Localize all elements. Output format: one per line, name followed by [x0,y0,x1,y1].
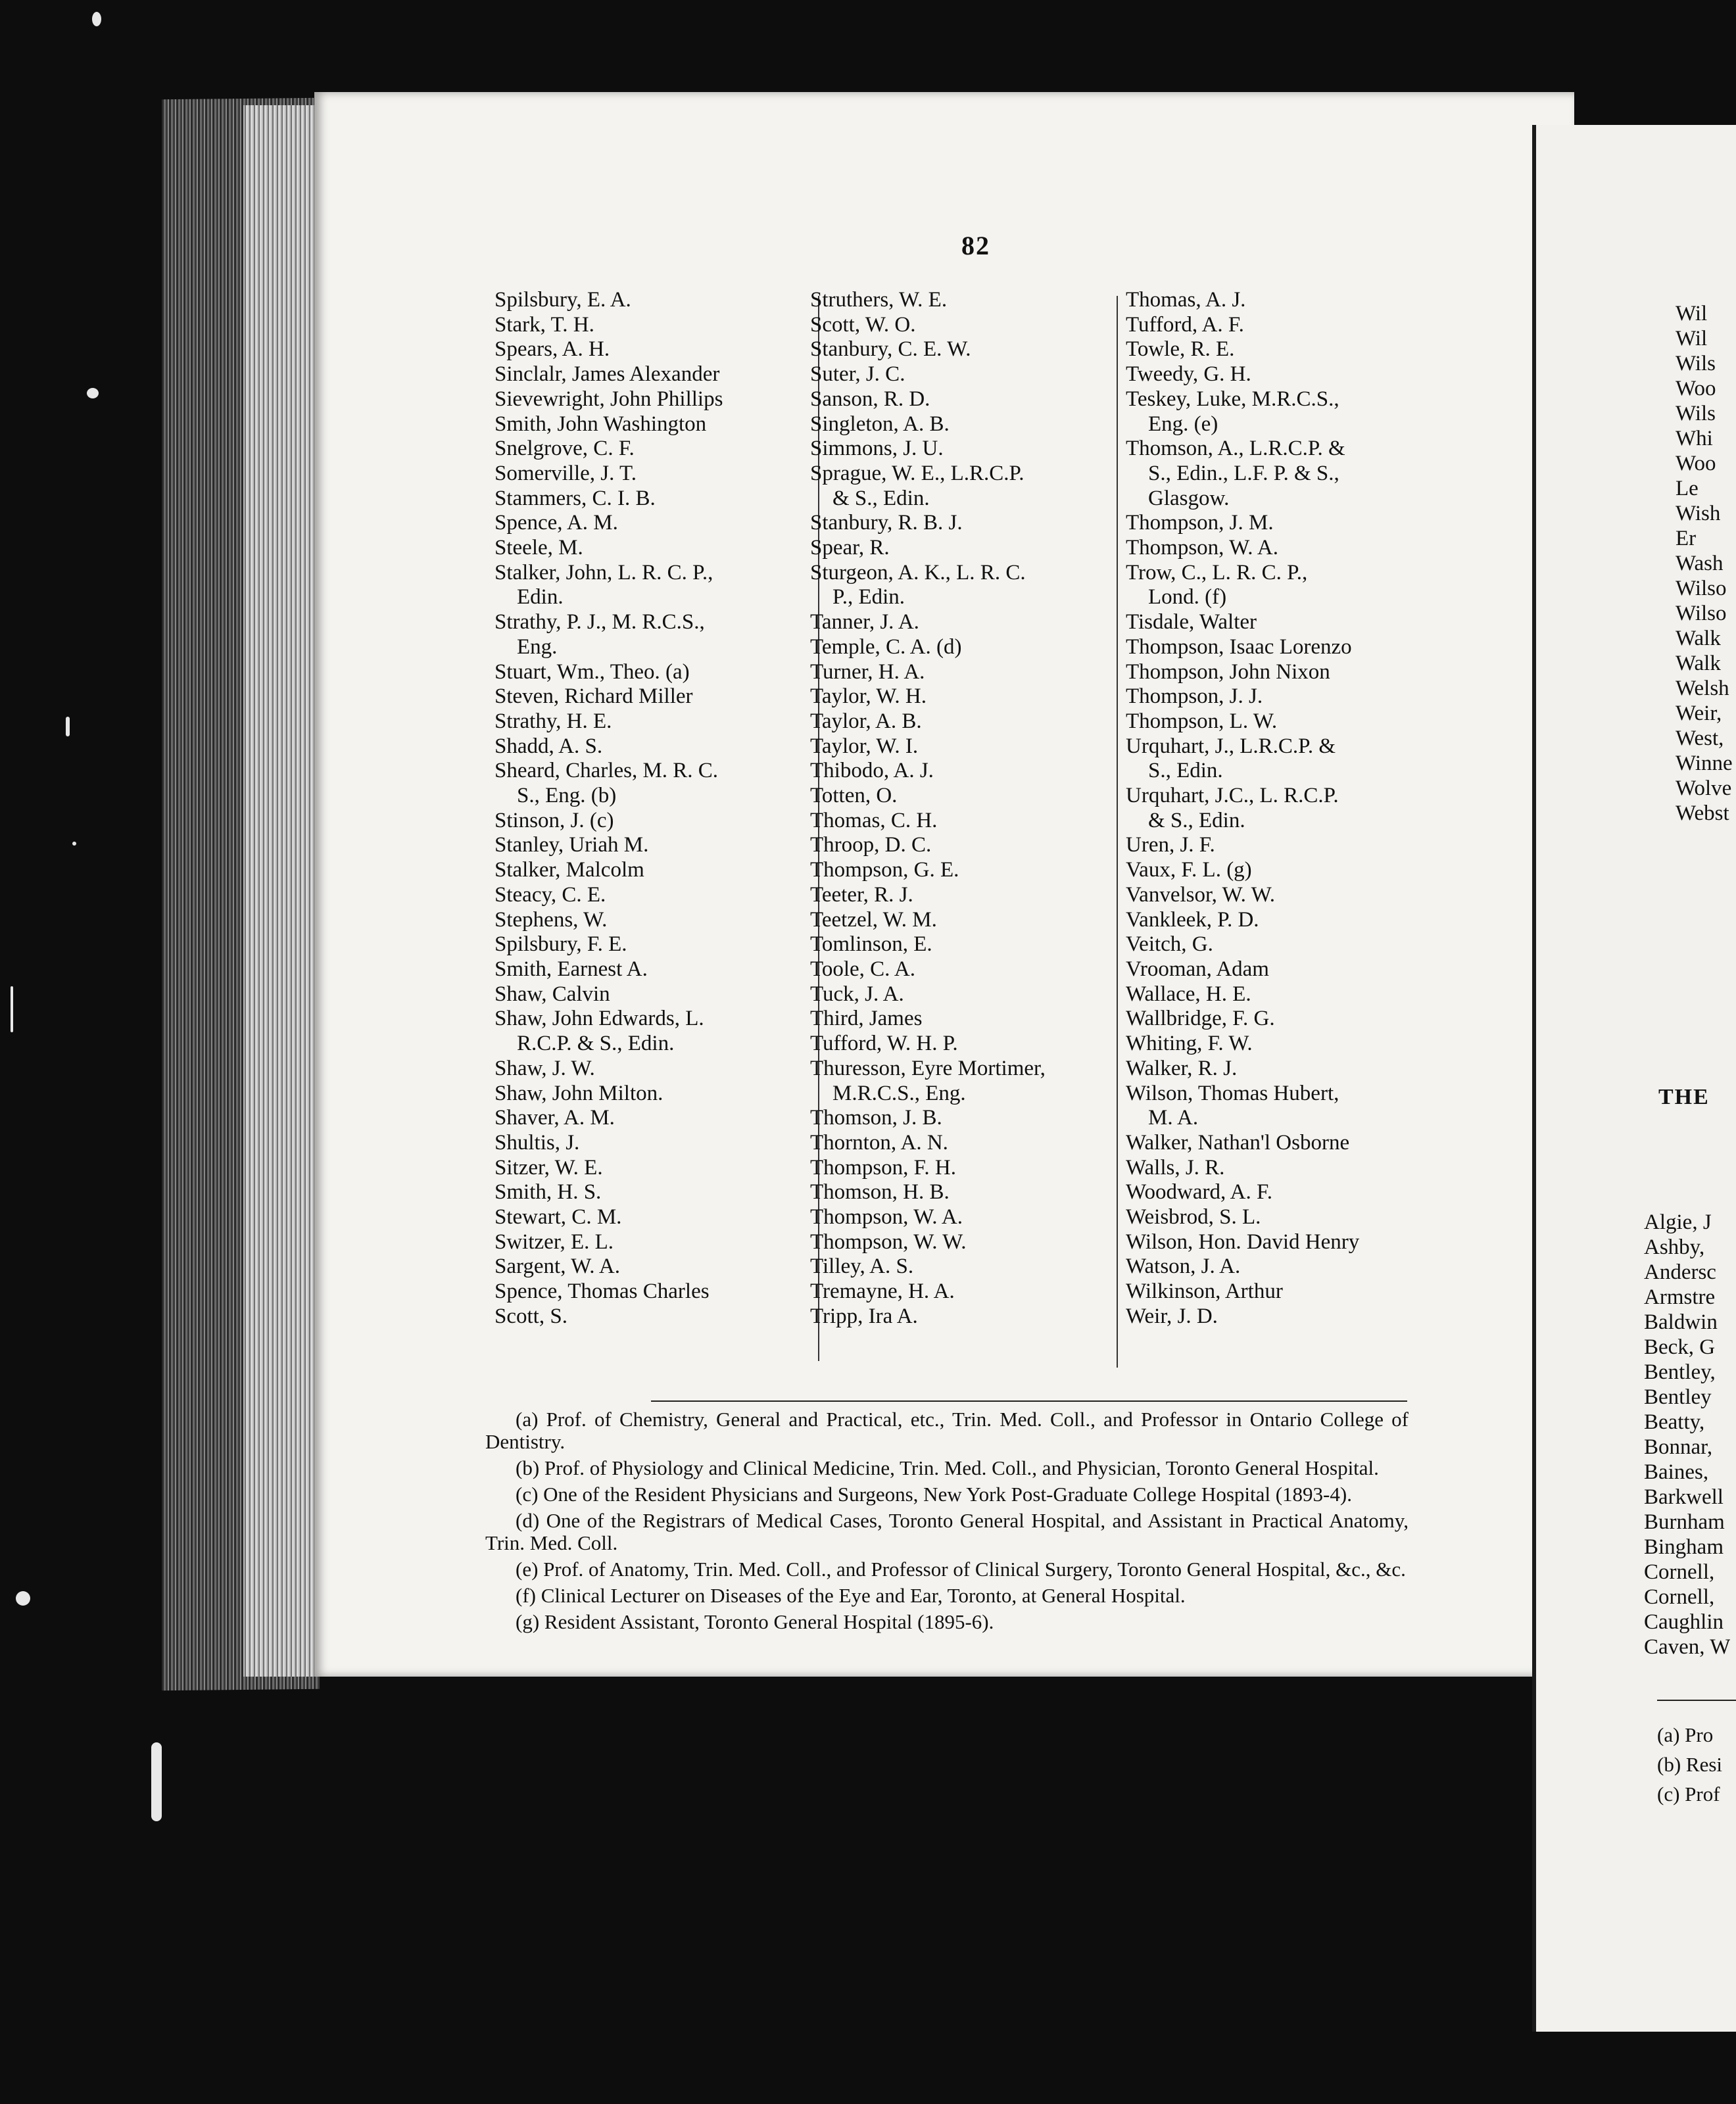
name-entry: Shadd, A. S. [494,734,603,758]
name-entry: Thompson, Isaac Lorenzo [1126,634,1352,659]
facing-page-footnotes [1657,1720,1722,1809]
facing-page-line: Welsh [1676,677,1729,700]
name-entry: S., Eng. (b) [517,784,617,808]
name-entry: Lond. (f) [1148,585,1227,610]
name-entry: Thornton, A. N. [810,1130,948,1155]
facing-page-line: Baines, [1644,1460,1709,1484]
name-entry: Vrooman, Adam [1126,957,1269,981]
name-entry: Sturgeon, A. K., L. R. C. [810,560,1026,585]
name-entry: Weisbrod, S. L. [1126,1205,1261,1230]
name-entry: Veitch, G. [1126,932,1213,957]
name-entry: Temple, C. A. (d) [810,634,962,659]
name-entry: Tufford, W. H. P. [810,1032,958,1056]
name-entry: Third, James [810,1007,923,1031]
scan-speck [16,1591,30,1606]
name-entry: Thompson, W. W. [810,1230,967,1254]
name-entry: & S., Edin. [832,486,930,510]
column-divider-2 [1117,296,1118,1368]
name-entry: Watson, J. A. [1126,1255,1241,1279]
footnote: (d) One of the Registrars of Medical Cases, Toronto General Hospital, and Assistant in Practical Anatomy, Trin. Med. Coll. [485,1509,1409,1554]
footnote: (c) One of the Resident Physicians and Surgeons, New York Post-Graduate College Hospital (1893-4). [516,1483,1352,1506]
name-entry: Teeter, R. J. [810,882,913,907]
name-entry: Stuart, Wm., Theo. (a) [494,659,690,684]
name-entry: Shaw, John Milton. [494,1081,663,1105]
name-entry: Stalker, John, L. R. C. P., [494,560,713,585]
name-entry: M.R.C.S., Eng. [832,1081,966,1105]
facing-page-line: Weir, [1676,702,1722,725]
footnotes [485,1408,1409,1637]
facing-page-line: Wils [1676,352,1716,375]
name-entry: Thomas, A. J. [1126,288,1246,312]
facing-page-line: Wish [1676,502,1721,525]
name-entry: Sanson, R. D. [810,387,930,411]
footnote: (a) Prof. of Chemistry, General and Practical, etc., Trin. Med. Coll., and Professor in Ontario College of Dentistry. [485,1408,1409,1453]
facing-page-list-bottom [1644,1210,1730,1660]
facing-page-line: West, [1676,727,1724,750]
name-entry: S., Edin. [1148,759,1223,783]
facing-page-line: Beatty, [1644,1410,1705,1434]
facing-page-line: Wolve [1676,777,1732,800]
facing-page-line: Woo [1676,377,1716,400]
facing-page-line: Walk [1676,652,1721,675]
scan-speck [92,12,101,26]
facing-page-line: Ashby, [1644,1235,1705,1259]
facing-page-line: Armstre [1644,1285,1716,1309]
name-entry: Thompson, J. M. [1126,511,1274,535]
facing-page-line: Caven, W [1644,1635,1731,1659]
facing-page-line: Webst [1676,801,1729,825]
name-entry: Smith, John Washington [494,412,707,436]
name-entry: Stark, T. H. [494,312,594,337]
name-entry: R.C.P. & S., Edin. [517,1032,675,1056]
name-entry: Throop, D. C. [810,833,932,857]
name-entry: Teskey, Luke, M.R.C.S., [1126,387,1339,411]
name-entry: Tisdale, Walter [1126,610,1257,634]
name-entry: Tufford, A. F. [1126,312,1244,337]
facing-page-line: (a) Pro [1657,1723,1714,1746]
name-entry: Wilson, Hon. David Henry [1126,1230,1360,1254]
name-entry: Thompson, F. H. [810,1155,956,1180]
name-entry: S., Edin., L.F. P. & S., [1148,461,1339,485]
name-entry: Walker, Nathan'l Osborne [1126,1130,1350,1155]
name-entry: Weir, J. D. [1126,1304,1218,1328]
name-entry: Stewart, C. M. [494,1205,622,1230]
name-entry: Turner, H. A. [810,659,925,684]
name-entry: Taylor, W. I. [810,734,919,758]
facing-page-line: Cornell, [1644,1585,1715,1609]
facing-page-footnote-rule [1657,1700,1736,1701]
name-entry: Walker, R. J. [1126,1056,1238,1080]
name-entry: Smith, H. S. [494,1180,602,1205]
name-entry: Stalker, Malcolm [494,858,644,882]
name-entry: Strathy, P. J., M. R.C.S., [494,610,705,634]
name-entry: Vaux, F. L. (g) [1126,858,1252,882]
name-entry: Switzer, E. L. [494,1230,614,1254]
facing-page-line: Er [1676,527,1697,550]
facing-page-line: Wils [1676,402,1716,425]
name-entry: Shultis, J. [494,1130,580,1155]
name-entry: Thompson, John Nixon [1126,659,1330,684]
facing-page-line: Winne [1676,752,1733,775]
name-entry: Walls, J. R. [1126,1155,1225,1180]
name-entry: Tomlinson, E. [810,932,932,957]
name-entry: Stanley, Uriah M. [494,833,649,857]
name-entry: M. A. [1148,1106,1199,1130]
scan-speck [87,388,99,398]
facing-page-line: Whi [1676,427,1713,450]
name-entry: Thompson, W. A. [810,1205,963,1230]
facing-page-line: Beck, G [1644,1335,1716,1359]
facing-page-line: Bentley [1644,1385,1712,1409]
name-entry: Toole, C. A. [810,957,915,981]
name-entry: Simmons, J. U. [810,437,944,461]
name-entry: Trow, C., L. R. C. P., [1126,560,1308,585]
name-column-1 [494,288,810,1329]
name-entry: Tweedy, G. H. [1126,362,1251,387]
name-entry: Thuresson, Eyre Mortimer, [810,1056,1046,1080]
name-entry: Stanbury, R. B. J. [810,511,963,535]
facing-page-line: Wil [1676,302,1708,325]
name-entry: Snelgrove, C. F. [494,437,635,461]
name-entry: Tripp, Ira A. [810,1304,918,1328]
facing-page-line: (b) Resi [1657,1753,1723,1776]
name-entry: Steven, Richard Miller [494,684,693,709]
footnote: (b) Prof. of Physiology and Clinical Medicine, Trin. Med. Coll., and Physician, Toronto General Hospital. [516,1456,1379,1479]
name-entry: Thompson, J. J. [1126,684,1263,709]
name-entry: Whiting, F. W. [1126,1032,1253,1056]
facing-page-line: Le [1676,477,1699,500]
facing-page-line: Andersc [1644,1260,1716,1284]
name-entry: Spear, R. [810,536,890,560]
name-entry: Glasgow. [1148,486,1230,510]
facing-page-line: Cornell, [1644,1560,1715,1584]
name-entry: Wallace, H. E. [1126,982,1251,1006]
scan-speck [151,1742,162,1821]
name-entry: Towle, R. E. [1126,337,1235,362]
name-entry: Strathy, H. E. [494,709,612,733]
scan-speck [72,842,76,846]
name-entry: Woodward, A. F. [1126,1180,1272,1205]
name-entry: Tuck, J. A. [810,982,904,1006]
name-column-2 [810,288,1118,1329]
name-entry: Struthers, W. E. [810,288,948,312]
name-entry: Thomson, J. B. [810,1106,942,1130]
name-entry: Somerville, J. T. [494,461,637,485]
name-entry: Spence, Thomas Charles [494,1279,710,1304]
name-entry: Urquhart, J.C., L. R.C.P. [1126,784,1339,808]
name-entry: Sinclalr, James Alexander [494,362,720,387]
facing-page-line: Wil [1676,327,1708,350]
name-entry: Steacy, C. E. [494,882,606,907]
name-entry: & S., Edin. [1148,808,1245,832]
name-entry: Spears, A. H. [494,337,610,362]
name-entry: Sievewright, John Phillips [494,387,723,411]
name-entry: Tanner, J. A. [810,610,919,634]
facing-page-line: Wilso [1676,602,1727,625]
facing-page-line: Baldwin [1644,1310,1718,1334]
facing-page-line: Algie, J [1644,1210,1712,1234]
name-entry: Edin. [517,585,564,610]
facing-page-line: Bentley, [1644,1360,1716,1384]
facing-page-line: Woo [1676,452,1716,475]
name-entry: Taylor, W. H. [810,684,927,709]
name-entry: P., Edin. [832,585,905,610]
facing-page-line: Bonnar, [1644,1435,1713,1459]
name-entry: Eng. (e) [1148,412,1218,436]
name-entry: Stinson, J. (c) [494,808,614,832]
name-entry: Spilsbury, E. A. [494,288,631,312]
facing-page-line: Wash [1676,552,1724,575]
name-entry: Wilkinson, Arthur [1126,1279,1283,1304]
name-entry: Vankleek, P. D. [1126,907,1259,932]
name-entry: Spilsbury, F. E. [494,932,627,957]
name-entry: Stammers, C. I. B. [494,486,656,510]
facing-page-heading: THE [1658,1085,1710,1109]
name-entry: Spence, A. M. [494,511,618,535]
name-entry: Stephens, W. [494,907,608,932]
footnote: (e) Prof. of Anatomy, Trin. Med. Coll., and Professor of Clinical Surgery, Toronto General Hospital, &c., &c. [516,1558,1406,1581]
name-entry: Thomson, H. B. [810,1180,950,1205]
facing-page-line: Walk [1676,627,1721,650]
name-entry: Vanvelsor, W. W. [1126,882,1275,907]
name-entry: Sargent, W. A. [494,1255,620,1279]
facing-page-line: Caughlin [1644,1610,1724,1634]
name-column-3 [1126,288,1438,1329]
facing-page-line: Burnham [1644,1510,1725,1534]
footnote: (g) Resident Assistant, Toronto General Hospital (1895-6). [516,1610,994,1633]
facing-page-line: Bingham [1644,1535,1724,1559]
name-entry: Shaver, A. M. [494,1106,615,1130]
name-entry: Shaw, Calvin [494,982,610,1006]
name-entry: Tremayne, H. A. [810,1279,955,1304]
name-entry: Uren, J. F. [1126,833,1215,857]
name-entry: Shaw, J. W. [494,1056,595,1080]
facing-page-list-top [1676,301,1733,826]
name-entry: Thomas, C. H. [810,808,938,832]
facing-page-line: Barkwell [1644,1485,1724,1509]
name-entry: Sitzer, W. E. [494,1155,603,1180]
name-entry: Scott, W. O. [810,312,916,337]
name-entry: Eng. [517,634,558,659]
name-entry: Tilley, A. S. [810,1255,914,1279]
page-number: 82 [961,231,990,260]
name-entry: Shaw, John Edwards, L. [494,1007,704,1031]
name-entry: Urquhart, J., L.R.C.P. & [1126,734,1336,758]
footnote: (f) Clinical Lecturer on Diseases of the Eye and Ear, Toronto, at General Hospital. [516,1584,1186,1607]
name-entry: Taylor, A. B. [810,709,922,733]
name-entry: Smith, Earnest A. [494,957,648,981]
name-entry: Wilson, Thomas Hubert, [1126,1081,1339,1105]
name-entry: Sheard, Charles, M. R. C. [494,759,719,783]
facing-page-line: (c) Prof [1657,1782,1720,1805]
name-entry: Thibodo, A. J. [810,759,934,783]
name-entry: Thompson, L. W. [1126,709,1278,733]
name-entry: Stanbury, C. E. W. [810,337,971,362]
scan-speck [66,717,70,736]
name-entry: Thomson, A., L.R.C.P. & [1126,437,1345,461]
scan-speck [11,986,13,1032]
footnote-rule [651,1400,1407,1402]
book-page-edges-light [243,105,316,1677]
name-entry: Singleton, A. B. [810,412,950,436]
name-entry: Teetzel, W. M. [810,907,937,932]
name-entry: Scott, S. [494,1304,567,1328]
name-entry: Suter, J. C. [810,362,905,387]
name-entry: Wallbridge, F. G. [1126,1007,1275,1031]
name-entry: Thompson, W. A. [1126,536,1278,560]
name-entry: Thompson, G. E. [810,858,959,882]
facing-page-line: Wilso [1676,577,1727,600]
name-entry: Totten, O. [810,784,898,808]
name-entry: Steele, M. [494,536,583,560]
name-entry: Sprague, W. E., L.R.C.P. [810,461,1025,485]
